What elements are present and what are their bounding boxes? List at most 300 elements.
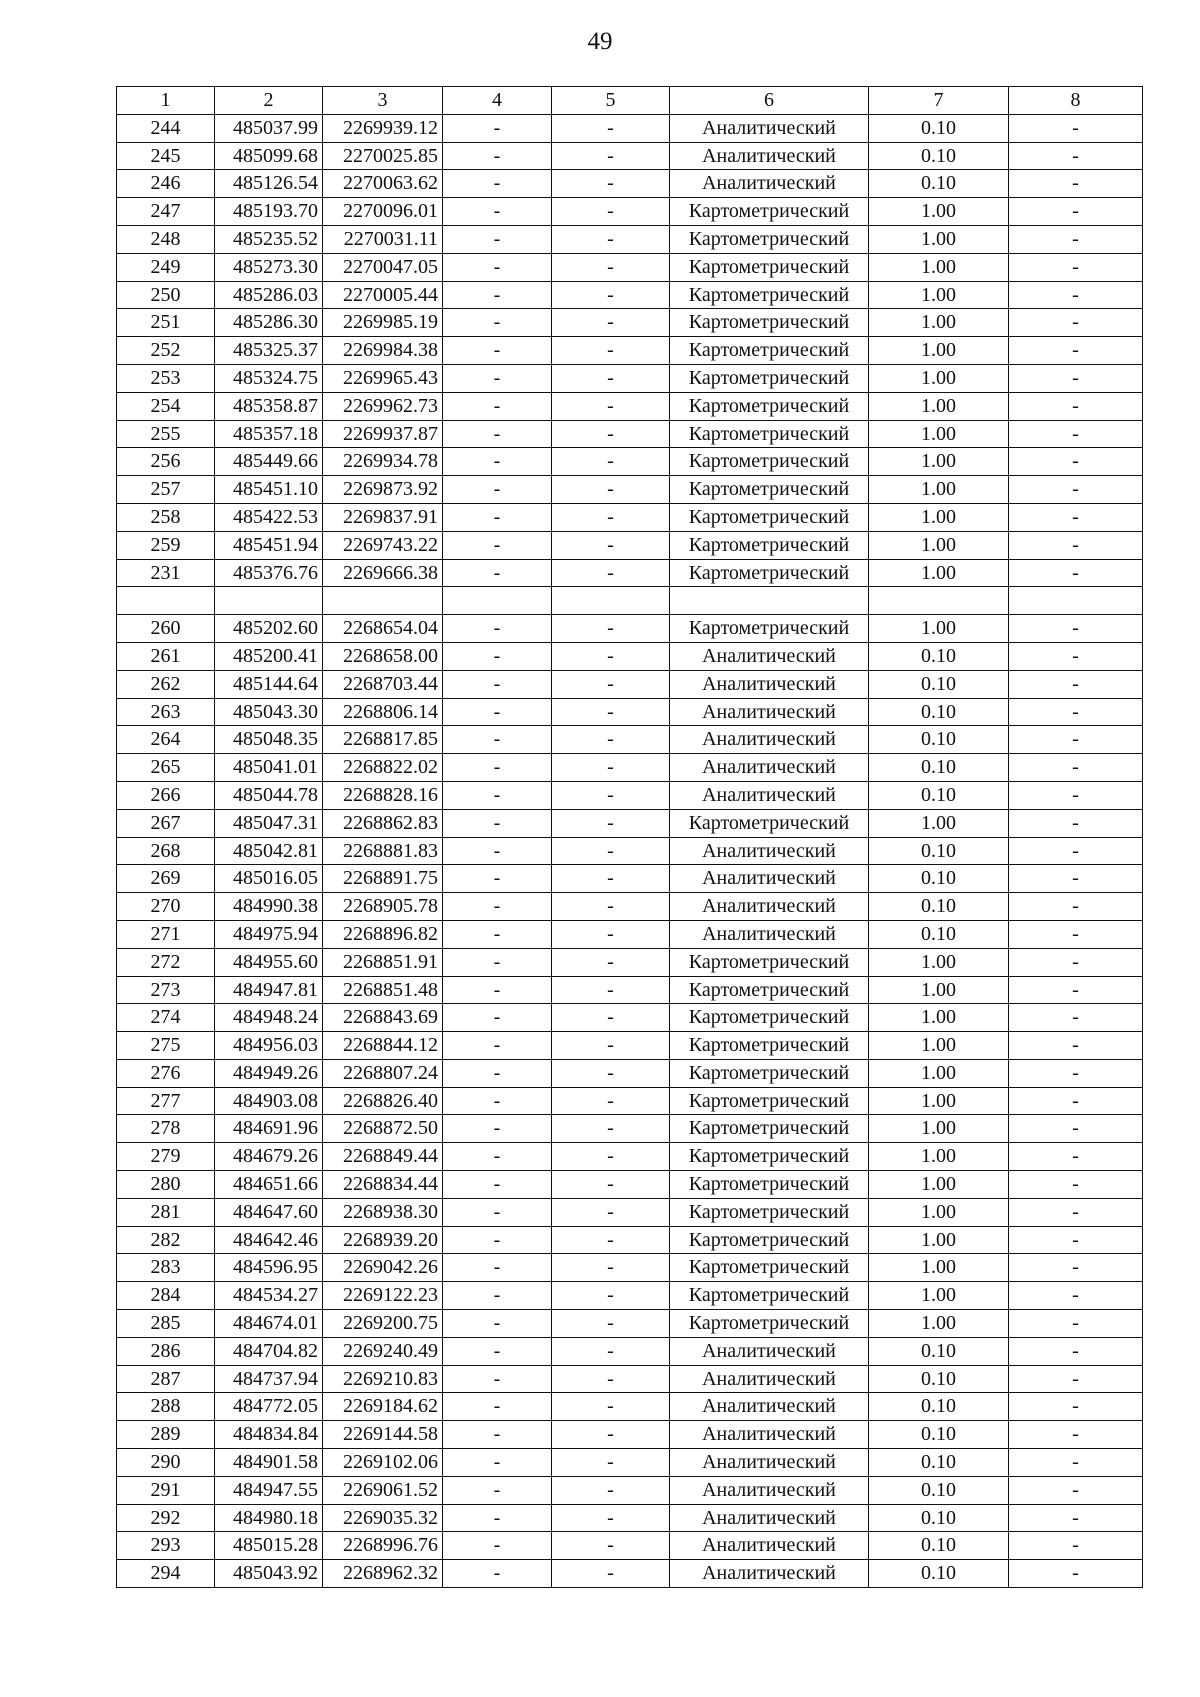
table-cell: - [552,1032,670,1060]
table-cell: 2268828.16 [323,781,443,809]
table-cell: Картометрический [670,809,869,837]
table-cell: - [1009,1421,1143,1449]
table-cell: 1.00 [869,1171,1009,1199]
table-row [117,1421,1143,1449]
table-cell: 484955.60 [215,948,323,976]
table-cell: 270 [117,893,215,921]
table-cell: - [552,1393,670,1421]
coordinates-table [116,86,1143,1588]
table-cell: Аналитический [670,837,869,865]
table-cell: - [552,309,670,337]
table-cell: - [552,1310,670,1338]
table-cell: - [443,893,552,921]
table-cell: 264 [117,726,215,754]
table-cell: - [552,1449,670,1477]
table-cell: 1.00 [869,1198,1009,1226]
table-cell: 485273.30 [215,253,323,281]
table-cell: 0.10 [869,1504,1009,1532]
table-cell: - [1009,1393,1143,1421]
table-cell: 0.10 [869,1449,1009,1477]
table-cell: 484737.94 [215,1365,323,1393]
table-cell: 0.10 [869,1560,1009,1588]
table-cell: - [552,364,670,392]
table-row [117,1337,1143,1365]
table-cell: 2268939.20 [323,1226,443,1254]
table-cell: 0.10 [869,865,1009,893]
table-cell: 1.00 [869,1143,1009,1171]
table-cell: - [1009,1310,1143,1338]
table-cell: 252 [117,337,215,365]
table-cell: - [1009,281,1143,309]
table-cell: - [443,1365,552,1393]
table-cell: 2268938.30 [323,1198,443,1226]
table-cell: - [552,670,670,698]
table-cell: 2268881.83 [323,837,443,865]
table-cell: 281 [117,1198,215,1226]
table-cell: 1.00 [869,1059,1009,1087]
table-row [117,1393,1143,1421]
table-cell: - [552,448,670,476]
table-cell: - [443,1421,552,1449]
table-cell: 276 [117,1059,215,1087]
table-cell [215,587,323,615]
table-cell: - [552,114,670,142]
table-cell: 2268849.44 [323,1143,443,1171]
table-cell: 0.10 [869,642,1009,670]
table-row [117,309,1143,337]
table-cell: - [1009,809,1143,837]
table-cell: 1.00 [869,531,1009,559]
table-cell: 248 [117,225,215,253]
table-row [117,1004,1143,1032]
table-cell: - [1009,170,1143,198]
table-cell: 485422.53 [215,503,323,531]
table-cell: - [443,1143,552,1171]
table-cell: 262 [117,670,215,698]
table-cell: - [443,337,552,365]
table-cell: - [552,1337,670,1365]
table-cell: Картометрический [670,1310,869,1338]
table-cell: - [552,1059,670,1087]
table-cell: - [1009,1476,1143,1504]
table-cell: 2269042.26 [323,1254,443,1282]
table-cell: 2270096.01 [323,198,443,226]
table-cell: - [1009,837,1143,865]
table-cell: 265 [117,754,215,782]
table-cell: Картометрический [670,392,869,420]
table-cell: - [1009,448,1143,476]
table-row [117,920,1143,948]
table-cell: - [552,920,670,948]
table-cell: 268 [117,837,215,865]
table-cell: - [443,1476,552,1504]
table-cell: - [1009,1059,1143,1087]
table-cell: 257 [117,476,215,504]
table-cell: - [443,1171,552,1199]
table-cell: - [1009,198,1143,226]
table-row [117,1059,1143,1087]
table-cell: - [443,1254,552,1282]
table-row [117,392,1143,420]
table-cell: 245 [117,142,215,170]
table-cell: 2268658.00 [323,642,443,670]
table-cell: 0.10 [869,170,1009,198]
header-cell: 5 [552,87,670,115]
table-cell: - [1009,781,1143,809]
table-cell: - [443,503,552,531]
table-cell: 485044.78 [215,781,323,809]
table-cell: - [443,948,552,976]
table-row [117,1282,1143,1310]
table-row [117,948,1143,976]
table-cell: 485047.31 [215,809,323,837]
table-row [117,698,1143,726]
table-cell: 0.10 [869,1337,1009,1365]
table-cell: Картометрический [670,1171,869,1199]
table-cell: Картометрический [670,1059,869,1087]
table-cell: 2269184.62 [323,1393,443,1421]
table-row [117,1365,1143,1393]
table-cell: 2269102.06 [323,1449,443,1477]
header-cell: 3 [323,87,443,115]
table-cell: 2270047.05 [323,253,443,281]
table-row [117,1087,1143,1115]
table-cell: - [552,809,670,837]
table-cell: 1.00 [869,615,1009,643]
table-cell: - [1009,865,1143,893]
table-row [117,503,1143,531]
table-cell: - [1009,1254,1143,1282]
table-cell: 485200.41 [215,642,323,670]
table-cell: Картометрический [670,559,869,587]
table-cell: - [552,420,670,448]
table-cell: - [552,1171,670,1199]
table-cell: - [552,559,670,587]
table-cell: Аналитический [670,726,869,754]
table-row [117,337,1143,365]
table-cell: 485451.10 [215,476,323,504]
table-cell: - [443,198,552,226]
table-cell: 485043.92 [215,1560,323,1588]
table-cell: 263 [117,698,215,726]
table-cell: 484651.66 [215,1171,323,1199]
table-cell: 249 [117,253,215,281]
table-cell: 272 [117,948,215,976]
table-cell: 1.00 [869,976,1009,1004]
table-cell: - [1009,1560,1143,1588]
table-row [117,281,1143,309]
table-row [117,615,1143,643]
table-cell: 485286.03 [215,281,323,309]
table-cell: Картометрический [670,420,869,448]
table-row [117,809,1143,837]
table-cell: 485358.87 [215,392,323,420]
table-cell: 2269984.38 [323,337,443,365]
table-cell: 254 [117,392,215,420]
table-cell: - [443,253,552,281]
table-cell: 1.00 [869,253,1009,281]
table-cell: 1.00 [869,1226,1009,1254]
table-cell: 1.00 [869,337,1009,365]
table-row [117,642,1143,670]
header-cell: 1 [117,87,215,115]
table-cell: Аналитический [670,893,869,921]
table-cell: - [552,476,670,504]
table-cell: 244 [117,114,215,142]
table-cell: - [1009,1171,1143,1199]
table-row [117,1226,1143,1254]
table-cell: 2268851.91 [323,948,443,976]
table-cell: - [443,920,552,948]
table-cell: 250 [117,281,215,309]
table-cell [552,587,670,615]
table-cell: 1.00 [869,1004,1009,1032]
table-cell: 273 [117,976,215,1004]
table-cell: - [443,1337,552,1365]
table-cell: - [443,309,552,337]
table-cell: 485325.37 [215,337,323,365]
table-cell: - [1009,948,1143,976]
table-cell: - [552,337,670,365]
table-cell: - [443,1004,552,1032]
table-cell: - [443,114,552,142]
table-cell: - [443,531,552,559]
table-cell: - [443,448,552,476]
table-cell: - [552,781,670,809]
table-cell: 0.10 [869,114,1009,142]
table-row [117,1560,1143,1588]
table-cell: - [443,670,552,698]
table-cell: Аналитический [670,1421,869,1449]
table-cell: - [552,1282,670,1310]
table-row [117,253,1143,281]
table-cell: - [552,1115,670,1143]
table-cell: - [1009,142,1143,170]
table-cell: - [443,1560,552,1588]
table-cell: 484990.38 [215,893,323,921]
table-cell: - [552,976,670,1004]
table-cell: Картометрический [670,1115,869,1143]
table-cell: 484534.27 [215,1282,323,1310]
table-cell: - [552,1143,670,1171]
table-cell: 484679.26 [215,1143,323,1171]
table-cell: - [552,726,670,754]
table-cell: 290 [117,1449,215,1477]
table-cell: - [1009,1143,1143,1171]
table-cell: Аналитический [670,1476,869,1504]
table-cell: 484596.95 [215,1254,323,1282]
table-row [117,865,1143,893]
table-cell: 2268862.83 [323,809,443,837]
table-cell: Картометрический [670,364,869,392]
table-cell: 1.00 [869,1282,1009,1310]
table-row [117,559,1143,587]
table-cell: 293 [117,1532,215,1560]
table-cell: - [552,615,670,643]
table-cell: 2269837.91 [323,503,443,531]
table-cell: 1.00 [869,309,1009,337]
table-row [117,364,1143,392]
table-cell: 261 [117,642,215,670]
table-cell: - [443,1115,552,1143]
table-cell: 247 [117,198,215,226]
table-cell: - [1009,1282,1143,1310]
table-cell: 259 [117,531,215,559]
table-cell: 485449.66 [215,448,323,476]
table-cell: 285 [117,1310,215,1338]
table-cell: - [443,1032,552,1060]
table-cell: Картометрический [670,1143,869,1171]
table-row [117,420,1143,448]
table-cell: 1.00 [869,448,1009,476]
table-cell: Аналитический [670,1449,869,1477]
table-cell: Аналитический [670,170,869,198]
header-row [117,87,1143,115]
table-cell: 485048.35 [215,726,323,754]
table-cell: Аналитический [670,1504,869,1532]
table-cell: - [443,1282,552,1310]
table-cell: 2269962.73 [323,392,443,420]
table-cell: 485286.30 [215,309,323,337]
table-row [117,893,1143,921]
table-body [117,114,1143,1587]
table-cell: Аналитический [670,1337,869,1365]
table-cell: 2269939.12 [323,114,443,142]
table-cell: - [1009,698,1143,726]
table-cell: Картометрический [670,225,869,253]
table-cell: - [443,1532,552,1560]
table-cell: 251 [117,309,215,337]
table-cell: 484704.82 [215,1337,323,1365]
table-cell: - [552,281,670,309]
table-cell: - [1009,1004,1143,1032]
table-cell: 485099.68 [215,142,323,170]
table-cell: - [443,1310,552,1338]
table-cell: - [1009,1032,1143,1060]
table-row [117,1476,1143,1504]
table-cell: - [443,837,552,865]
table-cell: 1.00 [869,392,1009,420]
table-cell: 2268806.14 [323,698,443,726]
table-cell: - [552,253,670,281]
table-row [117,670,1143,698]
table-cell: 1.00 [869,1254,1009,1282]
table-cell: - [443,1198,552,1226]
table-cell: Аналитический [670,754,869,782]
table-cell: 0.10 [869,1393,1009,1421]
table-cell: - [1009,1337,1143,1365]
table-cell: - [1009,114,1143,142]
table-cell: - [552,837,670,865]
table-cell: - [1009,670,1143,698]
table-cell: 280 [117,1171,215,1199]
table-cell: 484674.01 [215,1310,323,1338]
table-cell: 2268851.48 [323,976,443,1004]
table-cell: - [1009,337,1143,365]
table-cell: 231 [117,559,215,587]
table-cell: Аналитический [670,1532,869,1560]
table-cell: - [552,225,670,253]
table-cell: 256 [117,448,215,476]
table-cell: 1.00 [869,420,1009,448]
table-cell: - [443,642,552,670]
table-cell: 2268843.69 [323,1004,443,1032]
table-cell: Аналитический [670,1560,869,1588]
table-cell: 292 [117,1504,215,1532]
table-cell: - [1009,559,1143,587]
table-cell: 1.00 [869,1087,1009,1115]
table-cell: - [552,170,670,198]
table-cell: - [1009,893,1143,921]
table-cell: 2270025.85 [323,142,443,170]
table-cell: - [552,1365,670,1393]
table-cell: 269 [117,865,215,893]
table-cell: Аналитический [670,114,869,142]
table-cell: 2270063.62 [323,170,443,198]
table-cell: 2268891.75 [323,865,443,893]
table-cell: 484647.60 [215,1198,323,1226]
table-cell: 485043.30 [215,698,323,726]
table-row [117,1532,1143,1560]
table-cell: - [443,142,552,170]
table-row [117,531,1143,559]
table-row [117,225,1143,253]
table-cell: Картометрический [670,309,869,337]
table-cell: 2269743.22 [323,531,443,559]
table-cell: - [1009,1504,1143,1532]
table-cell: 484947.81 [215,976,323,1004]
page-number: 49 [587,28,613,55]
table-cell: - [1009,392,1143,420]
table-cell [323,587,443,615]
table-cell: 0.10 [869,670,1009,698]
table-cell: 2268654.04 [323,615,443,643]
table-cell: - [552,531,670,559]
table-cell: Картометрический [670,476,869,504]
table-cell: - [552,1004,670,1032]
table-cell: 485235.52 [215,225,323,253]
table-cell: Картометрический [670,1282,869,1310]
table-row [117,1310,1143,1338]
table-cell: 2269937.87 [323,420,443,448]
table-cell: 2268962.32 [323,1560,443,1588]
table-cell: 484956.03 [215,1032,323,1060]
table-cell: - [1009,1365,1143,1393]
table-cell: 2269934.78 [323,448,443,476]
table-cell: 2268996.76 [323,1532,443,1560]
table-cell: 2268703.44 [323,670,443,698]
table-cell: 0.10 [869,781,1009,809]
table-cell: - [552,893,670,921]
table-cell: - [552,1532,670,1560]
table-cell: - [443,1226,552,1254]
table-cell: Аналитический [670,781,869,809]
table-cell: 485037.99 [215,114,323,142]
table-cell: 1.00 [869,225,1009,253]
table-cell: - [552,865,670,893]
table-cell: 484691.96 [215,1115,323,1143]
table-cell [443,587,552,615]
table-cell: - [443,559,552,587]
table-cell: 484772.05 [215,1393,323,1421]
table-cell: 1.00 [869,476,1009,504]
table-row [117,1032,1143,1060]
table-cell: - [1009,531,1143,559]
table-cell: - [552,1476,670,1504]
table-cell: - [443,281,552,309]
table-cell: 258 [117,503,215,531]
table-cell: 2269985.19 [323,309,443,337]
